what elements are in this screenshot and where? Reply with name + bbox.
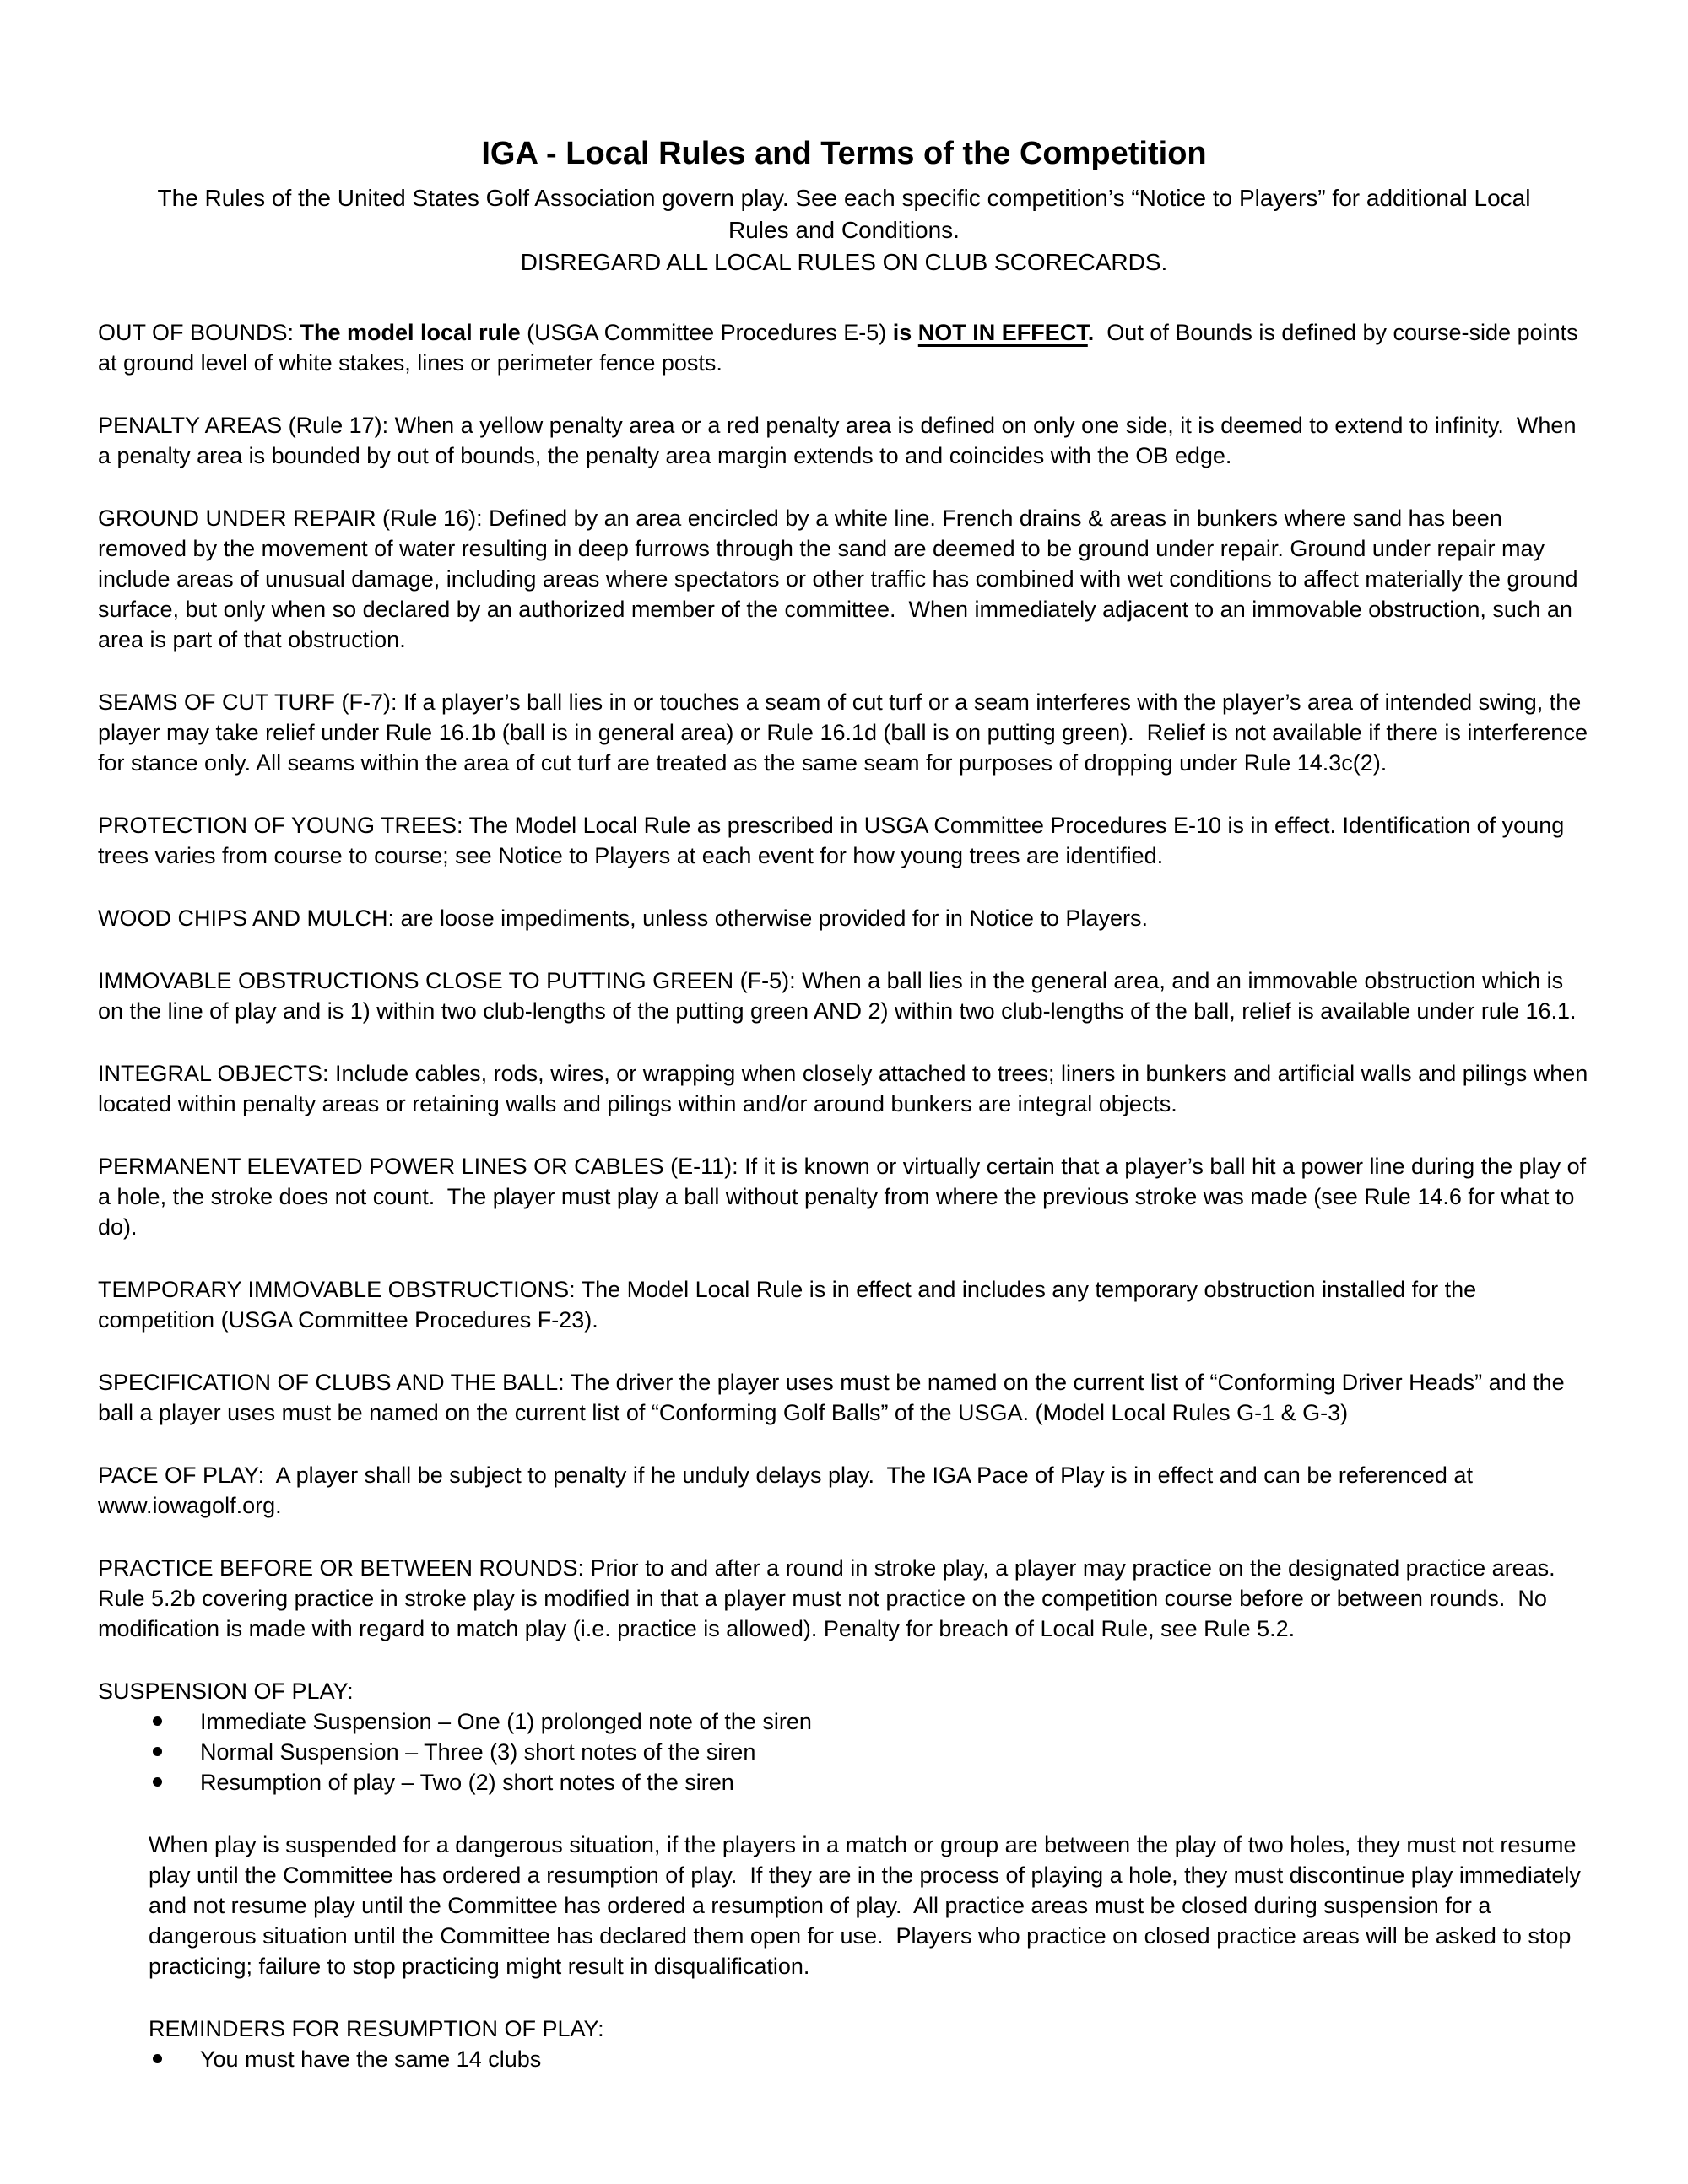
text-run: PENALTY AREAS (Rule 17): When a yellow penalty area or a red penalty area is defined on only one side, it is deemed to extend to infinity. When a penalty area is bounded by out of bounds, the penalty area margin extends to and coincides with the OB edge. [98, 413, 1582, 468]
bullet-item [98, 1737, 1590, 1767]
bullet-icon [153, 1716, 162, 1726]
subtitle-line-3: DISREGARD ALL LOCAL RULES ON CLUB SCORECARDS. [520, 249, 1168, 275]
suspension-signal-list [98, 1706, 1590, 1797]
wood-chips-and-mulch-paragraph [98, 903, 1590, 933]
subtitle-line-2: Rules and Conditions. [728, 217, 960, 243]
ground-under-repair-paragraph [98, 503, 1590, 655]
power-lines-paragraph [98, 1151, 1593, 1242]
bullet-icon [153, 1747, 162, 1756]
penalty-areas-paragraph [98, 410, 1590, 471]
dangerous-situation-paragraph [149, 1830, 1590, 1981]
text-run: IMMOVABLE OBSTRUCTIONS CLOSE TO PUTTING GREEN (F-5): When a ball lies in the general area, and an immovable obstruction which is on the line of play and is 1) within two club-lengths of the putting green AND 2) within two club-lengths of the ball, relief is available under rule 16.1. [98, 968, 1577, 1024]
text-run: SUSPENSION OF PLAY: [98, 1679, 354, 1704]
resumption-reminder-list [98, 2044, 1590, 2074]
bullet-item [98, 2044, 1590, 2074]
text-run: TEMPORARY IMMOVABLE OBSTRUCTIONS: The Model Local Rule is in effect and includes any temporary obstruction installed for the competition (USGA Committee Procedures F-23). [98, 1277, 1483, 1333]
text-run: PERMANENT ELEVATED POWER LINES OR CABLES (E-11): If it is known or virtually certain that a player’s ball hit a power line during the play of a hole, the stroke does not count. The player must play a ball without penalty from where the previous stroke was made (see Rule 14.6 for what to do). [98, 1154, 1593, 1240]
text-run: REMINDERS FOR RESUMPTION OF PLAY: [149, 2016, 604, 2041]
suspension-of-play-heading [98, 1676, 1590, 1706]
bullet-item [98, 1706, 1590, 1737]
text-run: is [892, 320, 918, 345]
integral-objects-paragraph [98, 1058, 1594, 1119]
text-run: INTEGRAL OBJECTS: Include cables, rods, wires, or wrapping when closely attached to trees; liners in bunkers and artificial walls and pilings when located within penalty areas or retaining walls and pilings within and/or around bunkers are integral objects. [98, 1061, 1594, 1116]
bullet-icon [153, 1777, 162, 1787]
specification-of-clubs-paragraph [98, 1367, 1590, 1428]
document-body [98, 317, 1594, 2074]
text-run: When play is suspended for a dangerous situation, if the players in a match or group are between the play of two holes, they must not resume play until the Committee has ordered a resumption of play. If they are in the process of playing a hole, they must discontinue play immediately and not resume play until the Committee has ordered a resumption of play. All practice areas must be closed during suspension for a dangerous situation until the Committee has declared them open for use. Players who practice on closed practice areas will be asked to stop practicing; failure to stop practicing might result in disqualification. [149, 1832, 1588, 1979]
bullet-text: Resumption of play – Two (2) short notes of the siren [200, 1770, 734, 1795]
temporary-immovable-obstructions-paragraph [98, 1274, 1590, 1335]
text-run: PACE OF PLAY: A player shall be subject to penalty if he unduly delays play. The IGA Pace of Play is in effect and can be referenced at www.iowagolf.org. [98, 1462, 1480, 1518]
bullet-item [98, 1767, 1590, 1797]
text-run: PRACTICE BEFORE OR BETWEEN ROUNDS: Prior to and after a round in stroke play, a player may practice on the designated practice areas. Rule 5.2b covering practice in stroke play is modified in that a player must not practice on the competition course before or between rounds. No modification is made with regard to match play (i.e. practice is allowed). Penalty for breach of Local Rule, see Rule 5.2. [98, 1555, 1568, 1641]
text-run: The model local rule [300, 320, 528, 345]
subtitle-line-1: The Rules of the United States Golf Association govern play. See each specific competition’s “Notice to Players” for additional Local [157, 185, 1531, 211]
immovable-obstructions-paragraph [98, 965, 1590, 1026]
text-run: WOOD CHIPS AND MULCH: are loose impediments, unless otherwise provided for in Notice to Players. [98, 905, 1148, 931]
bullet-text: Normal Suspension – Three (3) short notes of the siren [200, 1739, 756, 1765]
out-of-bounds-paragraph [98, 317, 1590, 378]
text-run: GROUND UNDER REPAIR (Rule 16): Defined by an area encircled by a white line. French drains & areas in bunkers where sand has been removed by the movement of water resulting in deep furrows through the sand are deemed to be ground under repair. Ground under repair may include areas of unusual damage, including areas where spectators or other traffic has combined with wet conditions to affect materially the ground surface, but only when so declared by an authorized member of the committee. When immediately adjacent to an immovable obstruction, such an area is part of that obstruction. [98, 505, 1585, 652]
bullet-text: Immediate Suspension – One (1) prolonged note of the siren [200, 1709, 812, 1734]
document-subtitle [98, 182, 1590, 278]
reminders-resumption-heading [149, 2014, 1590, 2044]
document-title: IGA - Local Rules and Terms of the Competition [481, 136, 1207, 171]
protection-of-young-trees-paragraph [98, 810, 1590, 871]
text-run: PROTECTION OF YOUNG TREES: The Model Local Rule as prescribed in USGA Committee Procedures E-10 is in effect. Identification of young trees varies from course to course; see Notice to Players at each event for how young trees are identified. [98, 813, 1571, 868]
bullet-text: You must have the same 14 clubs [200, 2046, 542, 2072]
practice-before-rounds-paragraph [98, 1553, 1590, 1644]
text-run: NOT IN EFFECT [917, 320, 1088, 345]
text-run: . [1087, 320, 1095, 345]
text-run: SEAMS OF CUT TURF (F-7): If a player’s ball lies in or touches a seam of cut turf or a seam interferes with the player’s area of intended swing, the player may take relief under Rule 16.1b (ball is in general area) or Rule 16.1d (ball is on putting green). Relief is not available if there is interference for stance only. All seams within the area of cut turf are treated as the same seam for purposes of dropping under Rule 14.3c(2). [98, 689, 1594, 776]
text-run: Out of Bounds is defined by course-side points at ground level of white stakes, lines or perimeter fence posts. [98, 320, 1585, 376]
pace-of-play-paragraph [98, 1460, 1590, 1521]
text-run: (USGA Committee Procedures E-5) [527, 320, 893, 345]
text-run: SPECIFICATION OF CLUBS AND THE BALL: The driver the player uses must be named on the current list of “Conforming Driver Heads” and the ball a player uses must be named on the current list of “Conforming Golf Balls” of the USGA. (Model Local Rules G-1 & G-3) [98, 1370, 1572, 1425]
bullet-icon [153, 2054, 162, 2063]
seams-of-cut-turf-paragraph [98, 687, 1594, 778]
text-run: OUT OF BOUNDS: [98, 320, 300, 345]
